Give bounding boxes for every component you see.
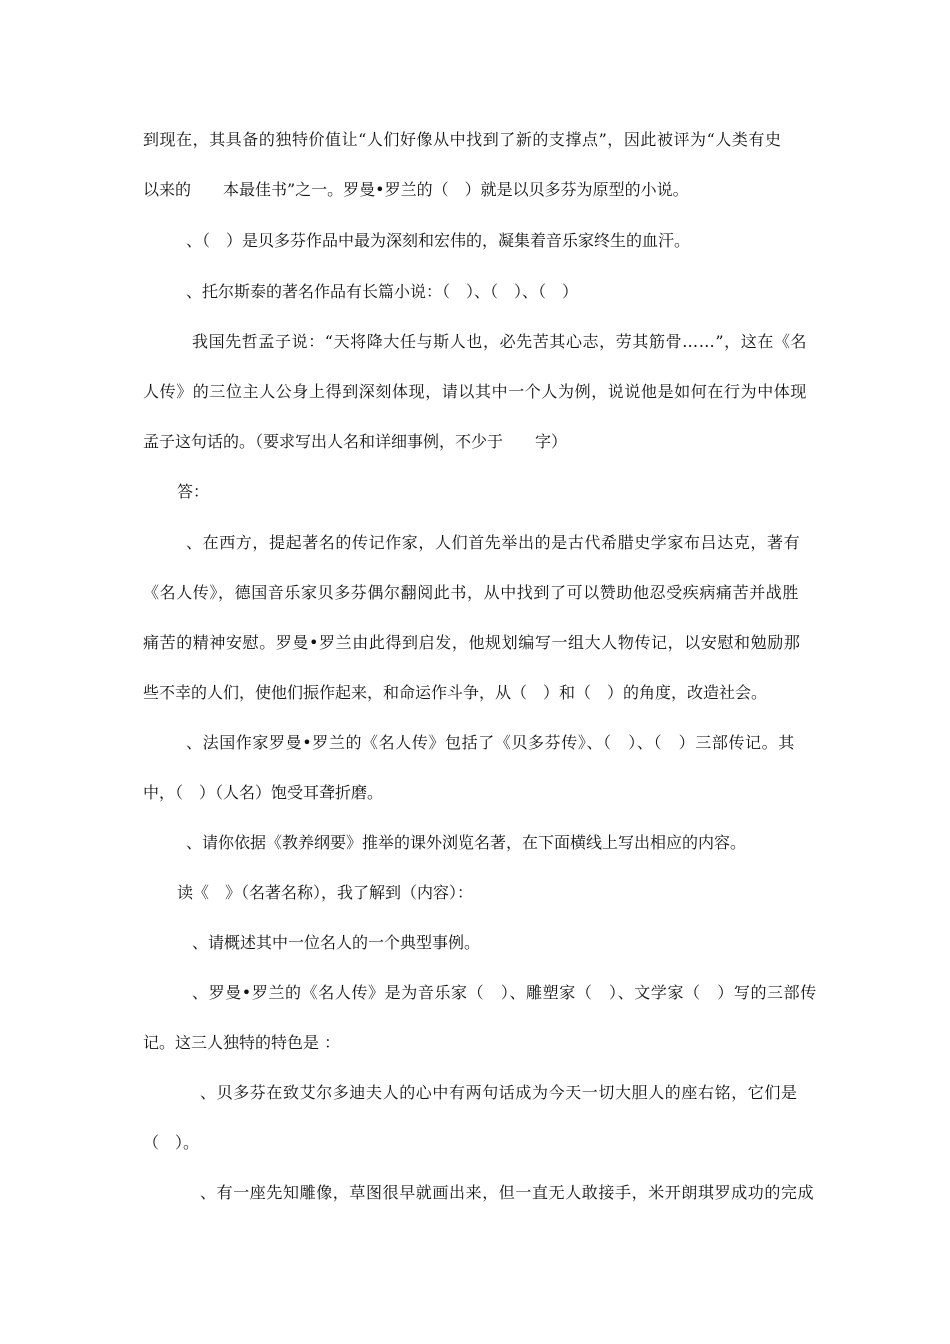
- text-line: 、有一座先知雕像，草图很早就画出来，但一直无人敢接手，米开朗琪罗成功的完成: [200, 1183, 815, 1202]
- text-line: 、请你依据《教养纲要》推举的课外浏览名著，在下面横线上写出相应的内容。: [186, 833, 747, 852]
- text-line: 我国先哲孟子说：“天将降大任与斯人也，必先苦其心志，劳其筋骨……”，这在《名: [192, 332, 808, 351]
- text-line: 、法国作家罗曼•罗兰的《名人传》包括了《贝多芬传》、（ ）、（ ）三部传记。其: [186, 733, 795, 752]
- text-line: 人传》的三位主人公身上得到深刻体现，请以其中一个人为例，说说他是如何在行为中体现: [143, 382, 808, 401]
- text-line: 、罗曼•罗兰的《名人传》是为音乐家（ ）、雕塑家（ ）、文学家（ ）写的三部传: [192, 983, 817, 1002]
- text-line: 、托尔斯泰的著名作品有长篇小说：（ ）、（ ）、（ ）: [186, 282, 579, 301]
- text-line: 记。这三人独特的特色是 ：: [143, 1033, 341, 1052]
- text-line: 到现在，其具备的独特价值让“人们好像从中找到了新的支撑点”，因此被评为“人类有史: [143, 130, 782, 149]
- text-line: 、在西方，提起著名的传记作家，人们首先举出的是古代希腊史学家布吕达克，著有: [186, 533, 801, 552]
- text-line: 读《 》（名著名称），我了解到（内容）：: [177, 883, 474, 902]
- text-line: （ ）。: [143, 1133, 200, 1152]
- text-line: 、（ ）是贝多芬作品中最为深刻和宏伟的，凝集着音乐家终生的血汗。: [186, 231, 691, 250]
- text-line: 中，（ ）（人名）饱受耳聋折磨。: [143, 783, 384, 802]
- text-line: 答：: [177, 482, 210, 501]
- text-line: 孟子这句话的。（要求写出人名和详细事例，不少于 字）: [143, 432, 568, 451]
- text-line: 《名人传》，德国音乐家贝多芬偶尔翻阅此书，从中找到了可以赞助他忍受疾病痛苦并战胜: [143, 583, 800, 602]
- text-line: 以来的 本最佳书”之一。罗曼•罗兰的（ ）就是以贝多芬为原型的小说。: [143, 180, 689, 199]
- text-line: 些不幸的人们，使他们振作起来，和命运作斗争，从（ ）和（ ）的角度，改造社会。: [143, 683, 768, 702]
- text-line: 、贝多芬在致艾尔多迪夫人的心中有两句话成为今天一切大胆人的座右铭，它们是: [200, 1083, 798, 1102]
- text-line: 、请概述其中一位名人的一个典型事例。: [192, 933, 481, 952]
- text-line: 痛苦的精神安慰。罗曼•罗兰由此得到启发，他规划编写一组大人物传记，以安慰和勉励那: [143, 633, 801, 652]
